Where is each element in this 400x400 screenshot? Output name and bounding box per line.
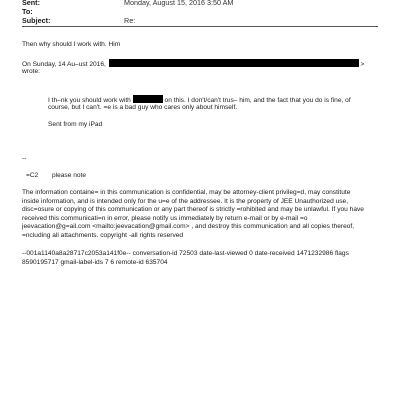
note-prefix: =C2 xyxy=(26,172,39,179)
header-divider xyxy=(22,26,378,27)
reply-block xyxy=(22,41,378,50)
disclaimer-line-6: =ncluding all attachments. copyright -all rights reserved xyxy=(22,231,184,239)
quoted-line-2: course, but I can't. =e is a bad guy who cares only about himself. xyxy=(48,103,238,111)
sent-value: Monday, August 15, 2016 3:50 AM xyxy=(124,0,234,7)
redacted-name xyxy=(133,95,163,103)
disclaimer-line-1: The information containe= in this communication is confidential, may be attorney-client privileg=d, may constitute xyxy=(22,189,351,196)
note-line xyxy=(26,172,382,181)
subject-value: Re: xyxy=(124,16,136,25)
note-text: please note xyxy=(51,172,87,179)
disclaimer-line-5: jeevacation@g=ail.com <mailto:jeevacation@gmail.com> , and destroy this communication and all copies thereof, xyxy=(22,223,355,230)
quoted-line-1 xyxy=(48,95,378,104)
metadata xyxy=(22,250,378,267)
quote-intro-wrote: wrote: xyxy=(22,67,40,75)
quote-intro-block xyxy=(22,59,378,76)
metadata-line-2: 8590195717 gmail-label-ids 7 6 remote-id 635704 xyxy=(22,258,168,266)
quote-intro-line xyxy=(22,59,378,68)
quoted-text-1a: I th–nk you should work with xyxy=(48,97,131,104)
redacted-sender xyxy=(109,59,359,67)
reply-line: Then why should I work with. Him xyxy=(22,41,121,48)
disclaimer-line-2: inside information, and is intended only for the u=e of the addressee. It is the property of JEE Unauthorized use, xyxy=(22,197,349,205)
sent-label: Sent: xyxy=(22,0,40,7)
quoted-text-1b: on this. I don't/can't trus– him, and the fact that you do is fine, of xyxy=(164,97,351,104)
subject-label: Subject: xyxy=(22,16,51,25)
disclaimer xyxy=(22,189,378,240)
disclaimer-line-3: disc=osure or copying of this communication or any part thereof is strictly =rohibited and may be unlawful. If you have xyxy=(22,206,364,213)
disclaimer-line-4: received this communicati=n in error, please notify us immediately by return e-mail or by e-mail =o xyxy=(22,214,308,222)
to-label: To: xyxy=(22,7,33,16)
quote-intro-suffix: > xyxy=(360,61,365,68)
metadata-line-1: --001a1140a8a28717c2053a141f0e-- conversation-id 72503 date-last-viewed 0 date-received 1471232986 flags xyxy=(22,250,349,257)
quoted-message xyxy=(48,95,378,112)
quote-intro-prefix: On Sunday, 14 Au–ust 2016, xyxy=(22,61,106,68)
signature: Sent from my iPad xyxy=(48,121,103,128)
separator: -- xyxy=(22,155,27,162)
